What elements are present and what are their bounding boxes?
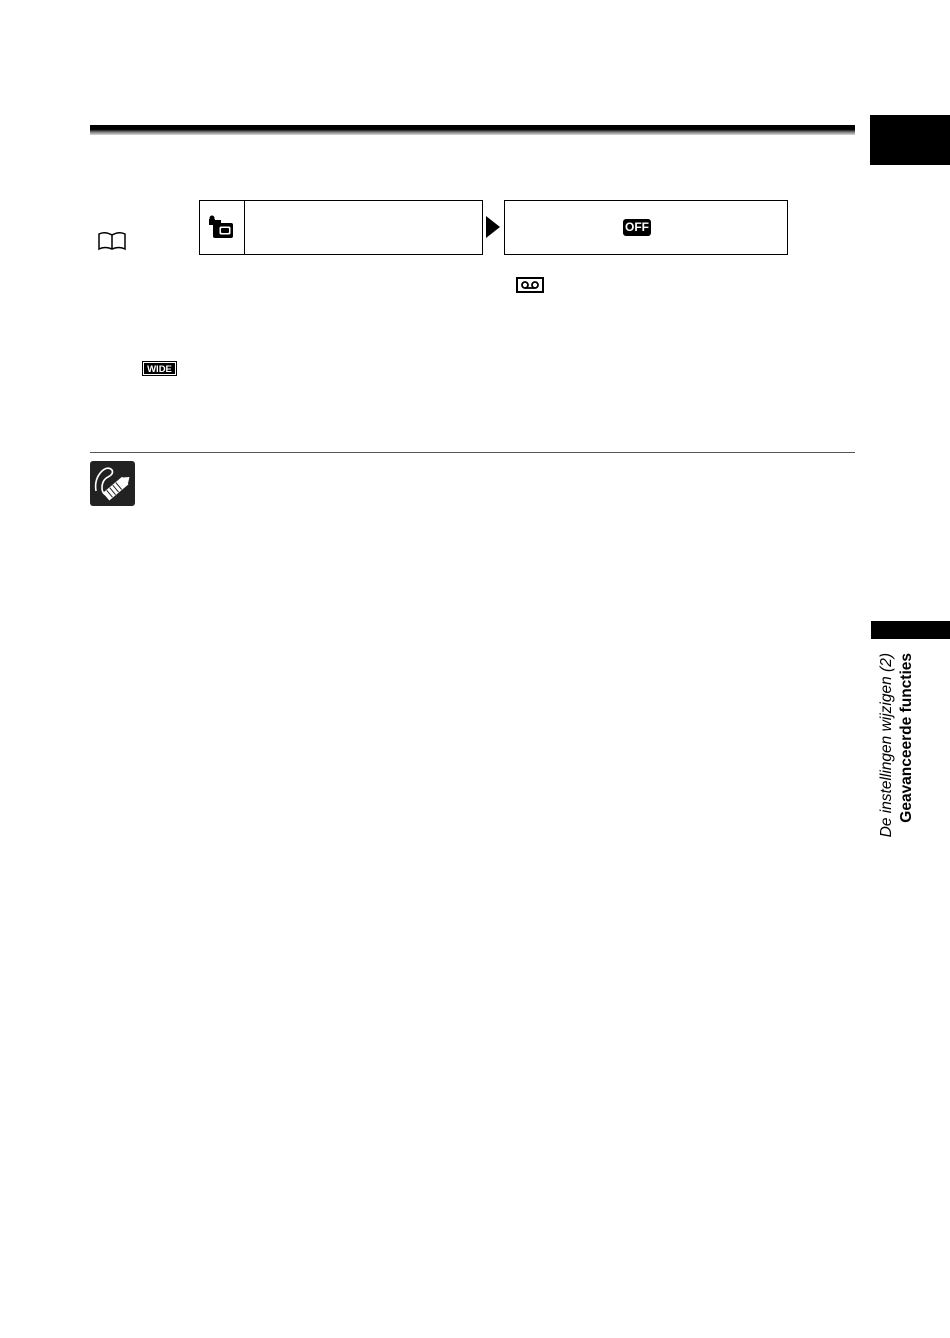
camera-mode-icon	[207, 215, 237, 240]
header-rule	[90, 125, 855, 135]
wide-mode-badge	[142, 361, 177, 376]
side-section-label	[878, 653, 918, 853]
menu-path-step-1	[199, 200, 483, 255]
arrow-right-icon	[485, 216, 501, 238]
off-setting-badge: OFF	[625, 220, 649, 234]
side-subsection-title: De instellingen wijzigen (2)	[878, 653, 895, 838]
menu-icon-cell	[200, 201, 245, 254]
side-section-title: Geavanceerde functies	[898, 653, 915, 823]
menu-path-step-2	[504, 200, 788, 255]
book-icon	[97, 231, 127, 251]
note-pencil-icon	[90, 461, 135, 506]
cassette-tape-icon	[516, 277, 544, 293]
chapter-tab-marker	[871, 621, 950, 639]
wide-badge-label: WIDE	[147, 364, 172, 375]
section-divider	[90, 452, 855, 453]
chapter-tab-top	[870, 115, 950, 165]
